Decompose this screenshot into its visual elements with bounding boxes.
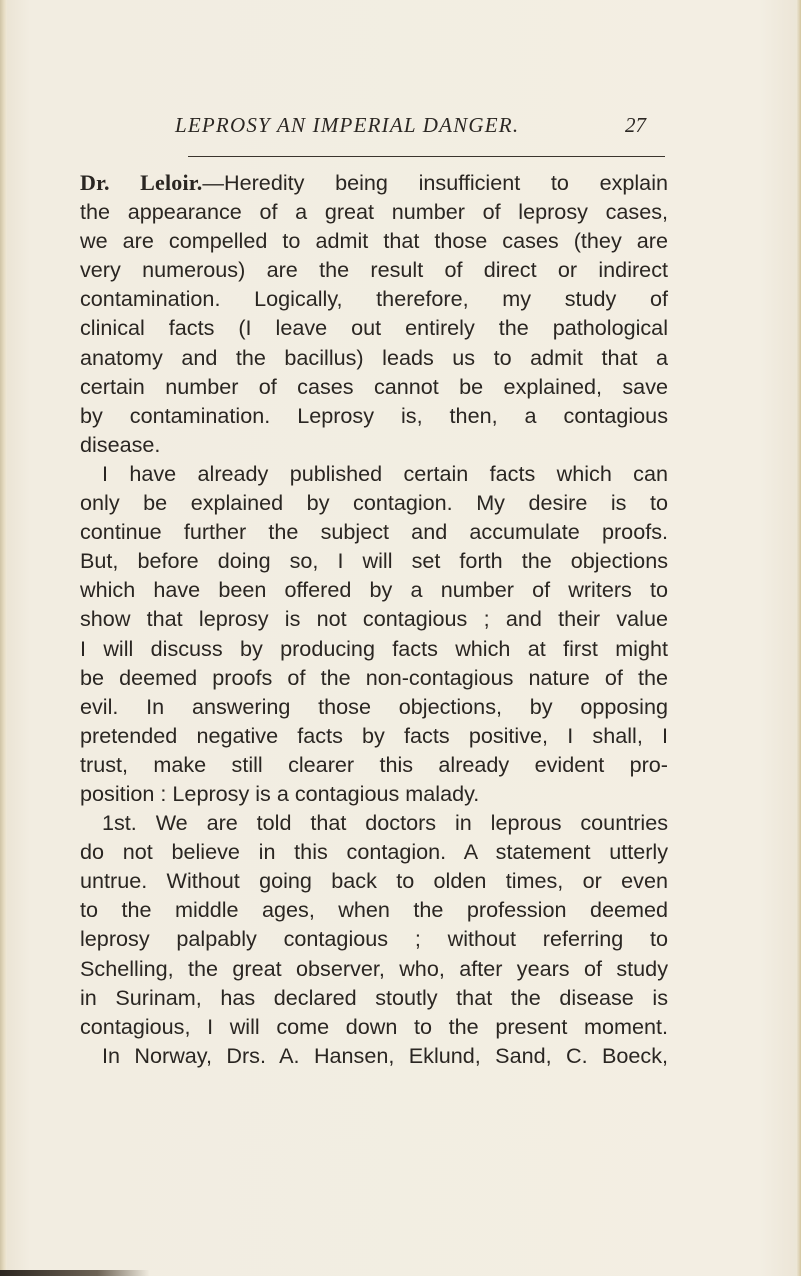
text-line: position : Leprosy is a contagious malady.: [80, 780, 480, 806]
text-line: only be explained by contagion. My desire is to: [80, 490, 668, 516]
text-line: disease.: [80, 431, 161, 457]
page-gutter-shadow: [0, 0, 7, 1276]
text-line: contamination. Logically, therefore, my study of: [80, 286, 668, 312]
text-line: certain number of cases cannot be explained, save: [80, 373, 668, 399]
text-line: very numerous) are the result of direct or indirect: [80, 257, 668, 283]
text-line: leprosy palpably contagious ; without referring to: [80, 926, 668, 952]
text-line: by contamination. Leprosy is, then, a contagious: [80, 402, 668, 428]
speaker-name: Dr. Leloir.: [80, 170, 203, 195]
text-line: I will discuss by producing facts which at first might: [80, 635, 668, 661]
text-line: trust, make still clearer this already evident pro-: [80, 751, 668, 777]
running-title: LEPROSY AN IMPERIAL DANGER.: [175, 113, 520, 137]
text-line: contagious, I will come down to the present moment.: [80, 1013, 668, 1039]
text-line: In Norway, Drs. A. Hansen, Eklund, Sand, C. Boeck,: [102, 1042, 668, 1068]
text-line: Dr. Leloir.—Heredity being insufficient to explain: [80, 170, 669, 195]
text-line: continue further the subject and accumulate proofs.: [80, 519, 668, 545]
page-number: 27: [625, 113, 646, 137]
text-line: untrue. Without going back to olden times, or even: [80, 868, 668, 894]
text-line: anatomy and the bacillus) leads us to admit that a: [80, 344, 668, 370]
text-line: be deemed proofs of the non-contagious nature of the: [80, 664, 668, 690]
text-line: show that leprosy is not contagious ; and their value: [80, 606, 668, 632]
text-line: evil. In answering those objections, by opposing: [80, 693, 668, 719]
page-corner-shadow: [0, 1270, 150, 1276]
header-rule: [188, 156, 665, 157]
text-line: Schelling, the great observer, who, after years of study: [80, 955, 668, 981]
body-text: [80, 168, 668, 1070]
text-line: 1st. We are told that doctors in leprous countries: [102, 810, 668, 836]
text-line: we are compelled to admit that those cases (they are: [80, 228, 668, 254]
page-header: [118, 113, 678, 145]
page-edge: [796, 0, 801, 1276]
text-line: clinical facts (I leave out entirely the pathological: [80, 315, 668, 341]
text-line: pretended negative facts by facts positive, I shall, I: [80, 722, 668, 748]
text-line: which have been offered by a number of writers to: [80, 577, 668, 603]
text-line: I have already published certain facts which can: [102, 460, 668, 486]
text-line: do not believe in this contagion. A statement utterly: [80, 839, 668, 865]
text-line: to the middle ages, when the profession deemed: [80, 897, 668, 923]
text-line: in Surinam, has declared stoutly that the disease is: [80, 984, 668, 1010]
text-line: But, before doing so, I will set forth the objections: [80, 548, 668, 574]
text-line: the appearance of a great number of leprosy cases,: [80, 199, 668, 225]
